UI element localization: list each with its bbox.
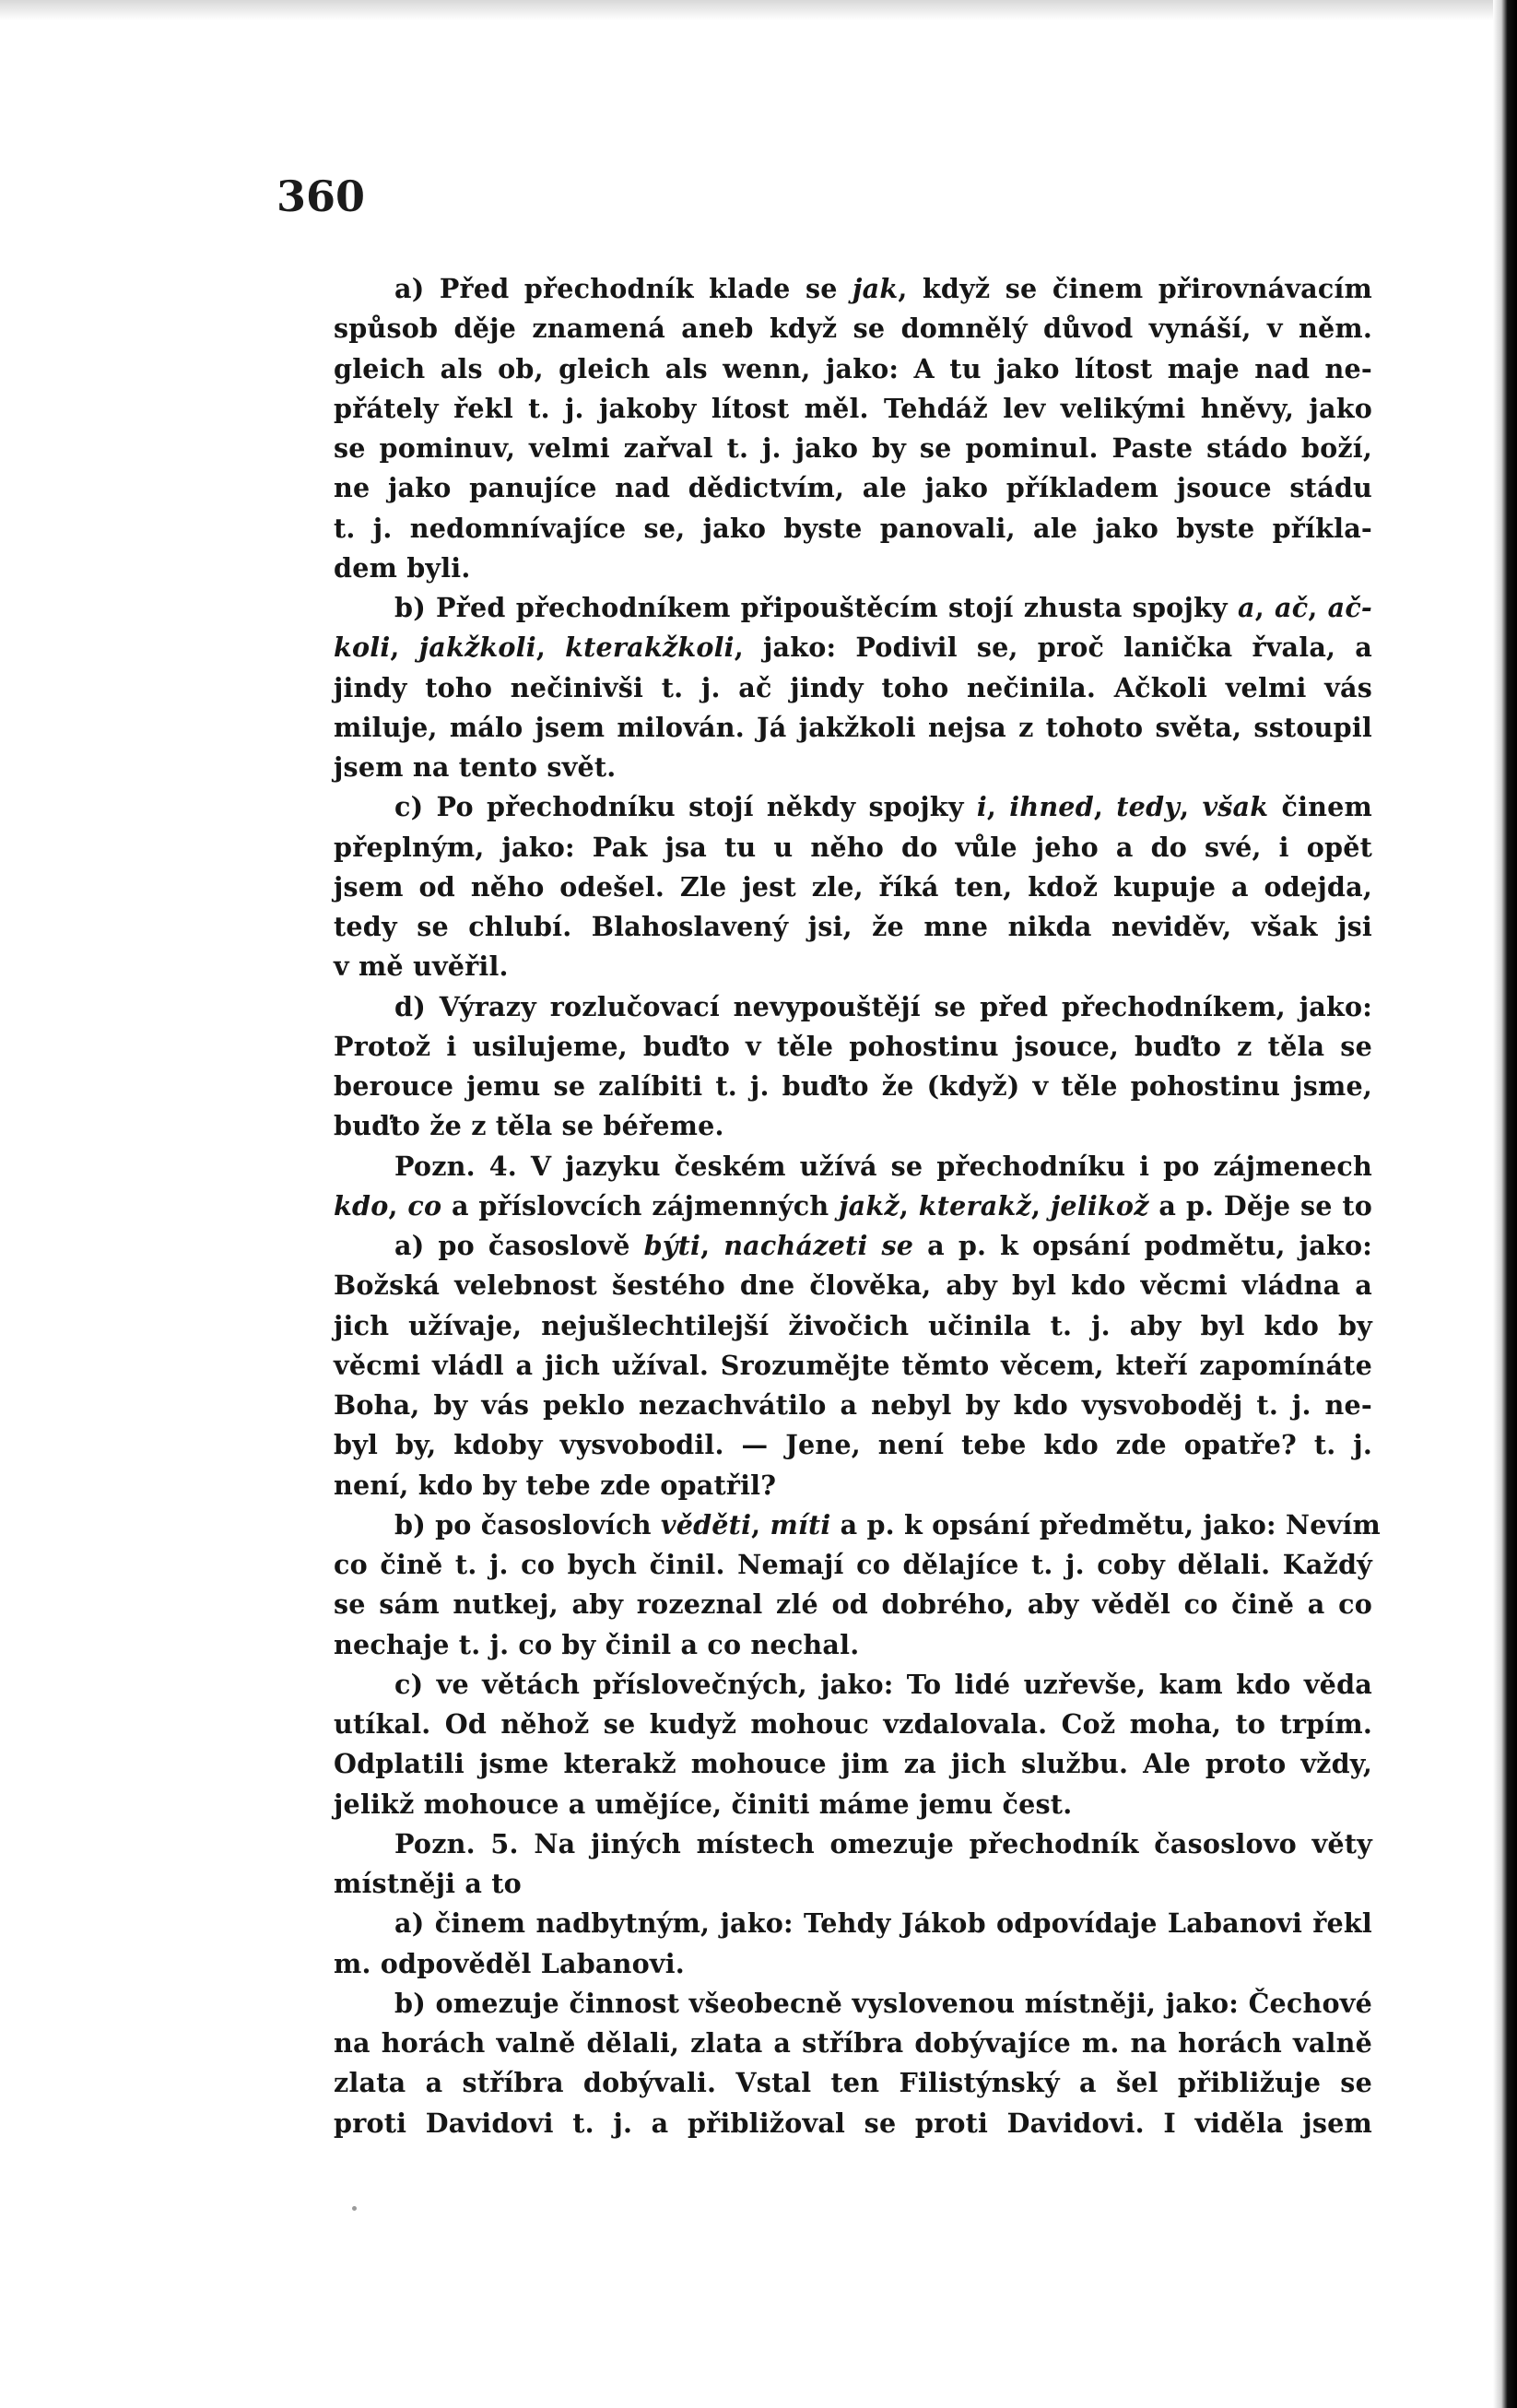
text-run: m. odpověděl Labanovi. [334, 1947, 685, 1979]
text-line [334, 1984, 1372, 2024]
italic-term: ač [1274, 592, 1309, 623]
text-run: spůsob děje znamená aneb když se domnělý důvod vynáší, v něm. [334, 313, 1372, 345]
text-run: utíkal. Od něhož se kudyž mohouc vzdalovala. Což moha, to trpím. [334, 1708, 1372, 1740]
text-run: a p. k opsání podmětu, jako: [913, 1230, 1372, 1261]
text-run: není, kdo by tebe zde opatřil? [334, 1469, 777, 1501]
text-run: tedy se chlubí. Blahoslavený jsi, že mne nikda neviděv, však jsi [334, 911, 1372, 942]
italic-term: kterakžkoli [565, 632, 735, 664]
italic-term: věděti [660, 1508, 752, 1540]
text-line [334, 588, 1372, 628]
text-line [334, 1785, 1372, 1824]
text-run: a p. k opsání předmětu, jako: Nevím [830, 1508, 1381, 1540]
text-run: a) činem nadbytným, jako: Tehdy Jákob odpovídaje Labanovi řekl [394, 1907, 1372, 1940]
text-run: jich užívaje, nejušlechtilejší živočich učinila t. j. aby byl kdo by [334, 1309, 1372, 1341]
text-run: , [1093, 791, 1117, 823]
text-run: Pozn. 4. V jazyku českém užívá se přechodníku i po zájmenech [394, 1150, 1372, 1182]
text-line [334, 429, 1372, 468]
text-run: ne jako panujíce nad dědictvím, ale jako příkladem jsouce stádu [334, 472, 1372, 504]
italic-term: kdo [334, 1189, 389, 1222]
italic-term: býti [643, 1230, 701, 1261]
text-line [334, 1346, 1372, 1386]
italic-term: tedy [1116, 791, 1181, 823]
page-number: 360 [276, 171, 366, 221]
italic-term: ihned [1009, 791, 1094, 823]
text-line [334, 1625, 1372, 1665]
text-line [334, 907, 1372, 947]
scan-top-shadow [0, 0, 1493, 20]
italic-term: koli [334, 632, 391, 664]
text-run: a příslovcích zájmenných [441, 1189, 840, 1222]
text-line [334, 549, 1372, 588]
italic-term: ač- [1327, 592, 1372, 623]
text-line [334, 1944, 1372, 1984]
text-line [334, 628, 1372, 667]
text-run: , [1180, 791, 1203, 823]
text-line [334, 1386, 1372, 1425]
text-line [334, 1266, 1372, 1305]
text-run: c) Po přechodníku stojí někdy spojky [394, 791, 977, 823]
text-run: , [1308, 592, 1328, 623]
text-line [334, 1027, 1372, 1067]
italic-term: a [1237, 592, 1255, 623]
text-run: c) ve větách příslovečných, jako: To lidé uzřevše, kam kdo věda [394, 1668, 1372, 1700]
text-line [334, 1306, 1372, 1346]
text-run: byl by, kdoby vysvobodil. — Jene, není tebe kdo zde opatře? t. j. [334, 1429, 1372, 1461]
text-run: přátely řekl t. j. jakoby lítost měl. Tehdáž lev velikými hněvy, jako [334, 392, 1372, 424]
text-run: dem byli. [334, 551, 471, 584]
text-line [334, 2104, 1372, 2143]
text-line [334, 468, 1372, 508]
italic-term: jakžkoli [418, 632, 536, 664]
text-line [334, 1864, 1372, 1904]
text-run: a) Před přechodník klade se [394, 273, 853, 304]
text-run: jindy toho nečinivši t. j. ač jindy toho nečinila. Ačkoli velmi vás [334, 671, 1372, 703]
text-run: , [986, 791, 1010, 823]
text-run: se sám nutkej, aby rozeznal zlé od dobrého, aby věděl co čině a co [334, 1588, 1372, 1621]
text-run: , [1030, 1189, 1051, 1222]
text-line [334, 1186, 1372, 1226]
text-run: berouce jemu se zalíbiti t. j. buďto že (když) v těle pohostinu jsme, [334, 1070, 1372, 1102]
italic-term: jakž [839, 1189, 900, 1222]
text-run: b) po časoslovích [394, 1508, 661, 1540]
text-line [334, 1466, 1372, 1505]
text-run: na horách valně dělali, zlata a stříbra dobývajíce m. na horách valně [334, 2027, 1372, 2059]
text-run: , [751, 1508, 770, 1540]
text-run: Pozn. 5. Na jiných místech omezuje přechodník časoslovo věty [394, 1827, 1372, 1859]
text-run: , [899, 1189, 919, 1222]
italic-term: co [407, 1189, 442, 1222]
text-line [334, 1904, 1372, 1943]
text-run: co čině t. j. co bych činil. Nemají co dělajíce t. j. coby dělali. Každý [334, 1549, 1372, 1580]
text-run: činem [1268, 791, 1373, 823]
text-run: miluje, málo jsem milován. Já jakžkoli nejsa z tohoto světa, sstoupil [334, 711, 1372, 743]
text-run: místněji a to [334, 1868, 522, 1899]
text-line [334, 748, 1372, 787]
text-run: buďto že z těla se béřeme. [334, 1110, 724, 1142]
text-line [334, 868, 1372, 907]
text-run: jsem na tento svět. [334, 751, 617, 783]
italic-term: i [976, 791, 987, 823]
text-run: , [1254, 592, 1275, 623]
text-run: t. j. nedomnívajíce se, jako byste panovali, ale jako byste příkla- [334, 512, 1372, 544]
italic-term: nacházeti se [723, 1230, 914, 1261]
text-line [334, 1106, 1372, 1146]
text-line [334, 1226, 1372, 1266]
text-line [334, 828, 1372, 868]
text-run: nechaje t. j. co by činil a co nechal. [334, 1628, 860, 1660]
text-run: věcmi vládl a jich užíval. Srozumějte těmto věcem, kteří zapomínáte [334, 1349, 1372, 1381]
text-line [334, 1505, 1381, 1545]
text-line [334, 309, 1372, 348]
italic-term: kterakž [918, 1189, 1031, 1222]
text-line [334, 269, 1372, 309]
text-line [334, 389, 1372, 429]
text-line [334, 1425, 1372, 1465]
text-run: Odplatili jsme kterakž mohouce jim za jich službu. Ale proto vždy, [334, 1748, 1372, 1780]
text-run: a) po časoslově [394, 1230, 644, 1261]
text-line [334, 1705, 1372, 1744]
italic-term: jelikož [1050, 1189, 1149, 1222]
text-line [334, 349, 1372, 389]
text-line [334, 1585, 1372, 1624]
text-run: zlata a stříbra dobývali. Vstal ten Filistýnský a šel přibližuje se [334, 2067, 1372, 2099]
text-run: Protož i usilujeme, buďto v těle pohostinu jsouce, buďto z těla se [334, 1030, 1372, 1062]
text-run: , [535, 632, 566, 664]
text-line [334, 2063, 1372, 2103]
text-run: b) omezuje činnost všeobecně vyslovenou místněji, jako: Čechové [394, 1987, 1372, 2019]
text-run: Božská velebnost šestého dne člověka, aby byl kdo věcmi vládna a [334, 1269, 1372, 1302]
text-run: jelikž mohouce a umějíce, činiti máme jemu čest. [334, 1788, 1073, 1820]
text-line [334, 787, 1372, 827]
text-run: , jako: Podivil se, proč lanička řvala, a [734, 632, 1373, 664]
text-run: přeplným, jako: Pak jsa tu u něho do vůle jeho a do své, i opět [334, 831, 1372, 863]
text-run: jsem od něho odešel. Zle jest zle, říká ten, kdož kupuje a odejda, [334, 870, 1372, 903]
text-run: d) Výrazy rozlučovací nevypouštějí se před přechodníkem, jako: [394, 990, 1372, 1022]
text-line [334, 708, 1372, 748]
text-line [334, 987, 1372, 1027]
text-run: Boha, by vás peklo nezachvátilo a nebyl by kdo vysvoboděj t. j. ne- [334, 1389, 1372, 1421]
scan-right-edge [1493, 0, 1517, 2408]
text-run: a p. Děje se to [1148, 1189, 1373, 1222]
text-run: v mě uvěřil. [334, 950, 509, 983]
text-run: b) Před přechodníkem připouštěcím stojí zhusta spojky [394, 592, 1238, 623]
text-run: , [700, 1230, 724, 1261]
text-line [334, 947, 1372, 986]
text-line [334, 1744, 1372, 1784]
text-run: gleich als ob, gleich als wenn, jako: A tu jako lítost maje nad ne- [334, 352, 1372, 384]
text-line [334, 509, 1372, 549]
text-line [334, 2024, 1372, 2063]
italic-term: jak [853, 273, 899, 304]
text-line [334, 1147, 1372, 1186]
text-run: , když se činem přirovnávacím [898, 273, 1372, 304]
italic-term: míti [770, 1508, 831, 1540]
text-line [334, 668, 1372, 708]
italic-term: však [1202, 791, 1269, 823]
text-run: , [388, 1189, 408, 1222]
text-line [334, 1665, 1372, 1705]
scan-speck [352, 2206, 357, 2211]
text-line [334, 1067, 1372, 1106]
text-run: , [390, 632, 419, 664]
text-run: se pominuv, velmi zařval t. j. jako by se pominul. Paste stádo boží, [334, 432, 1372, 464]
text-line [334, 1545, 1372, 1585]
body-text [334, 269, 1381, 2143]
text-run: proti Davidovi t. j. a přibližoval se proti Davidovi. I viděla jsem [334, 2107, 1372, 2139]
text-line [334, 1824, 1372, 1864]
